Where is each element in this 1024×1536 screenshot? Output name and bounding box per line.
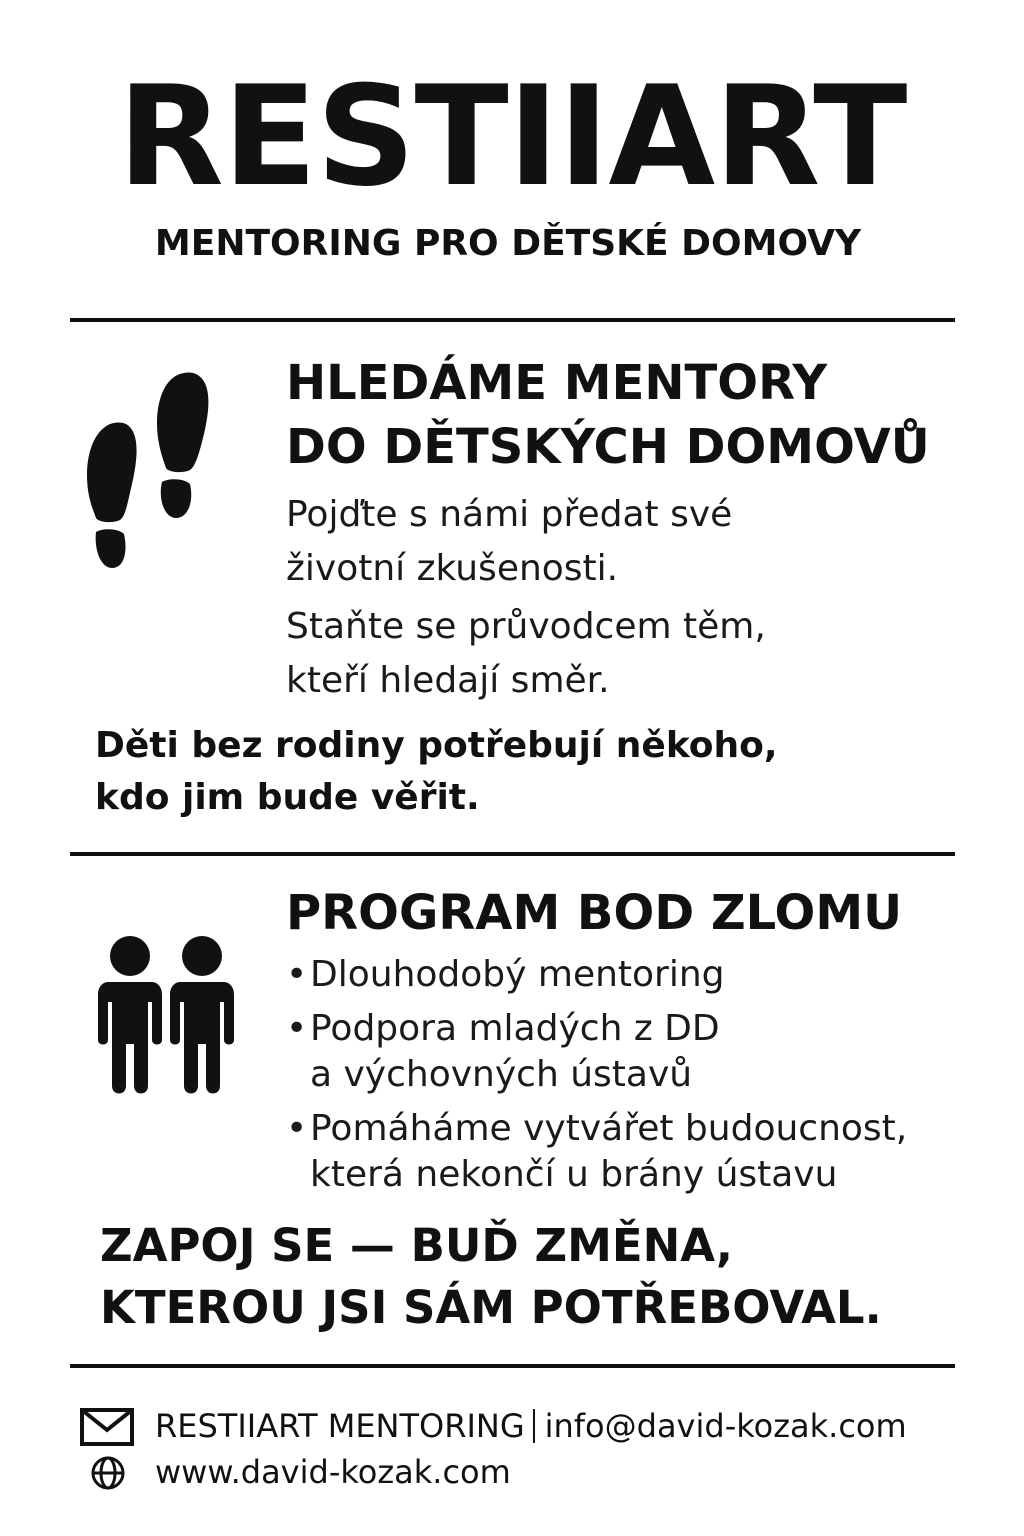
section1-heading-line2: DO DĚTSKÝCH DOMOVŮ xyxy=(286,419,930,475)
bullet-dot: • xyxy=(286,1108,308,1149)
list-item xyxy=(286,952,907,998)
people-icon xyxy=(98,936,234,1094)
brand-title: RESTIIART xyxy=(117,56,907,217)
list-item xyxy=(286,1006,907,1098)
section1-emphasis-line2: kdo jim bude věřit. xyxy=(95,777,480,818)
section1-body-line: Pojďte s námi předat své xyxy=(286,494,733,535)
footer-org: RESTIIART MENTORING xyxy=(155,1407,525,1445)
section1-body-line: kteří hledají směr. xyxy=(286,660,610,701)
section1-emphasis-line1: Děti bez rodiny potřebují někoho, xyxy=(95,725,778,766)
section1-body-line: životní zkušenosti. xyxy=(286,548,619,589)
divider-middle xyxy=(70,852,955,856)
footer-separator xyxy=(533,1409,535,1443)
bullet-text: Pomáháme vytvářet budoucnost, xyxy=(310,1108,908,1149)
list-item xyxy=(286,1106,907,1198)
footer-contact-line xyxy=(155,1404,907,1448)
bullet-dot: • xyxy=(286,954,308,995)
footprints-icon xyxy=(82,372,222,572)
brand-subtitle: MENTORING PRO DĚTSKÉ DOMOVY xyxy=(154,223,862,264)
footer-email[interactable]: info@david-kozak.com xyxy=(544,1407,907,1445)
bullet-text: Podpora mladých z DD xyxy=(310,1008,720,1049)
section1-body-line: Staňte se průvodcem těm, xyxy=(286,606,766,647)
program-bullet-list xyxy=(286,952,907,1206)
cta-line1: ZAPOJ SE — BUĎ ZMĚNA, xyxy=(100,1219,734,1272)
cta-line2: KTEROU JSI SÁM POTŘEBOVAL. xyxy=(100,1281,882,1334)
bullet-text-continuation: která nekončí u brány ústavu xyxy=(310,1154,838,1195)
section1-heading-line1: HLEDÁME MENTORY xyxy=(286,355,828,411)
envelope-icon xyxy=(80,1408,134,1446)
bullet-text-continuation: a výchovných ústavů xyxy=(310,1054,693,1095)
globe-icon xyxy=(90,1455,126,1491)
footer-website[interactable]: www.david-kozak.com xyxy=(155,1453,511,1491)
bullet-dot: • xyxy=(286,1008,308,1049)
divider-bottom xyxy=(70,1364,955,1368)
divider-top xyxy=(70,318,955,322)
section2-heading: PROGRAM BOD ZLOMU xyxy=(286,885,903,941)
bullet-text: Dlouhodobý mentoring xyxy=(310,954,725,995)
